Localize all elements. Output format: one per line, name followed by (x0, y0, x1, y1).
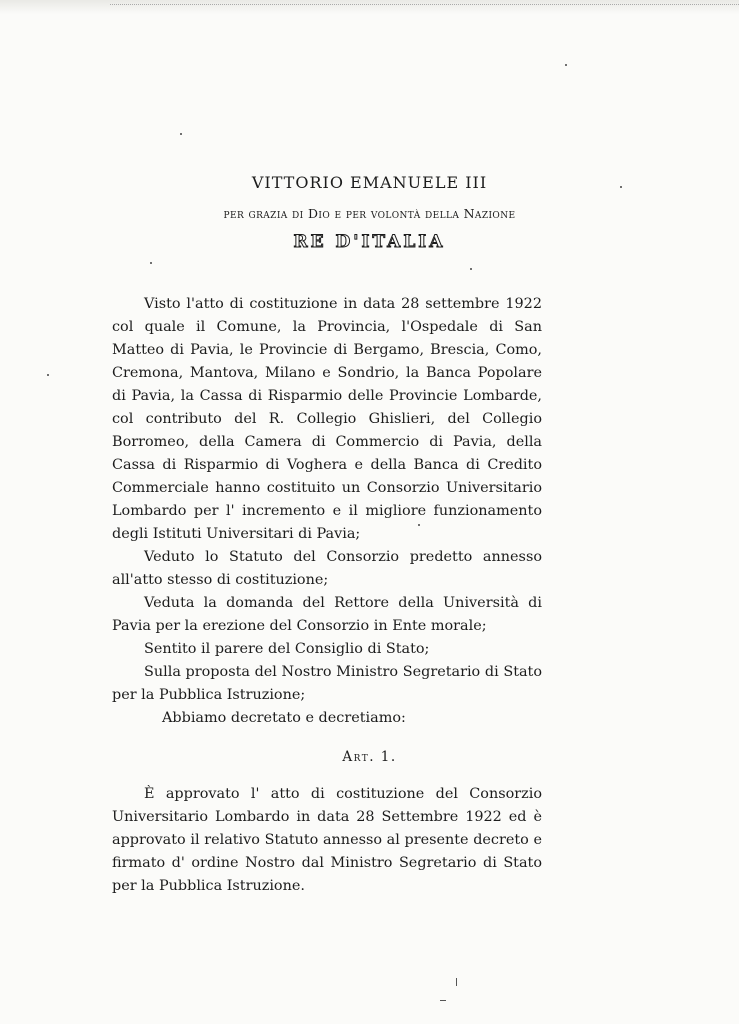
scan-speck (565, 64, 567, 66)
page-top-edge (0, 0, 739, 14)
article-section (112, 783, 542, 898)
grace-subheading: per grazia di Dio e per volontà della Nazione (223, 206, 516, 221)
preamble-paragraph-domanda: Veduta la domanda del Rettore della Università di Pavia per la erezione del Consorzio in Ente morale; (112, 595, 542, 634)
preamble-paragraph-proposta: Sulla proposta del Nostro Ministro Segretario di Stato per la Pubblica Istruzione; (112, 664, 542, 703)
re-ditalia-heading: RE D'ITALIA (293, 232, 446, 252)
article-heading: Art. 1. (342, 749, 397, 765)
scan-speck (47, 374, 49, 376)
scan-speck (180, 133, 182, 135)
preamble-paragraph-statuto: Veduto lo Statuto del Consorzio predetto annesso all'atto stesso di costituzione; (112, 549, 542, 588)
scan-speck (418, 524, 420, 526)
preamble-section (112, 293, 542, 730)
preamble-paragraph-visto: Visto l'atto di costituzione in data 28 settembre 1922 col quale il Comune, la Provincia, l'Ospedale di San Matteo di Pavia, le Provincie di Bergamo, Brescia, Como, Cremona, Mantova, Milano e Sondrio, la Banca Popolare di Pavia, la Cassa di Risparmio delle Provincie Lombarde, col contributo del R. Collegio Ghislieri, del Collegio Borromeo, della Camera di Commercio di Pavia, della Cassa di Risparmio di Voghera e della Banca di Credito Commerciale hanno costituito un Consorzio Universitario Lombardo per l' incremento e il migliore funzionamento degli Istituti Universitari di Pavia; (112, 296, 542, 542)
scan-mark (440, 1000, 446, 1001)
scan-mark (456, 978, 457, 986)
preamble-paragraph-decretato: Abbiamo decretato e decretiamo: (162, 710, 406, 726)
scan-speck (620, 186, 622, 188)
scan-speck (150, 262, 152, 264)
article-paragraph: È approvato l' atto di costituzione del Consorzio Universitario Lombardo in data 28 Settembre 1922 ed è approvato il relativo Statuto annesso al presente decreto e firmato d' ordine Nostro dal Ministro Segretario di Stato per la Pubblica Istruzione. (112, 786, 542, 894)
preamble-paragraph-parere: Sentito il parere del Consiglio di Stato; (144, 641, 430, 657)
scan-speck (470, 268, 472, 270)
king-heading: VITTORIO EMANUELE III (251, 173, 488, 192)
